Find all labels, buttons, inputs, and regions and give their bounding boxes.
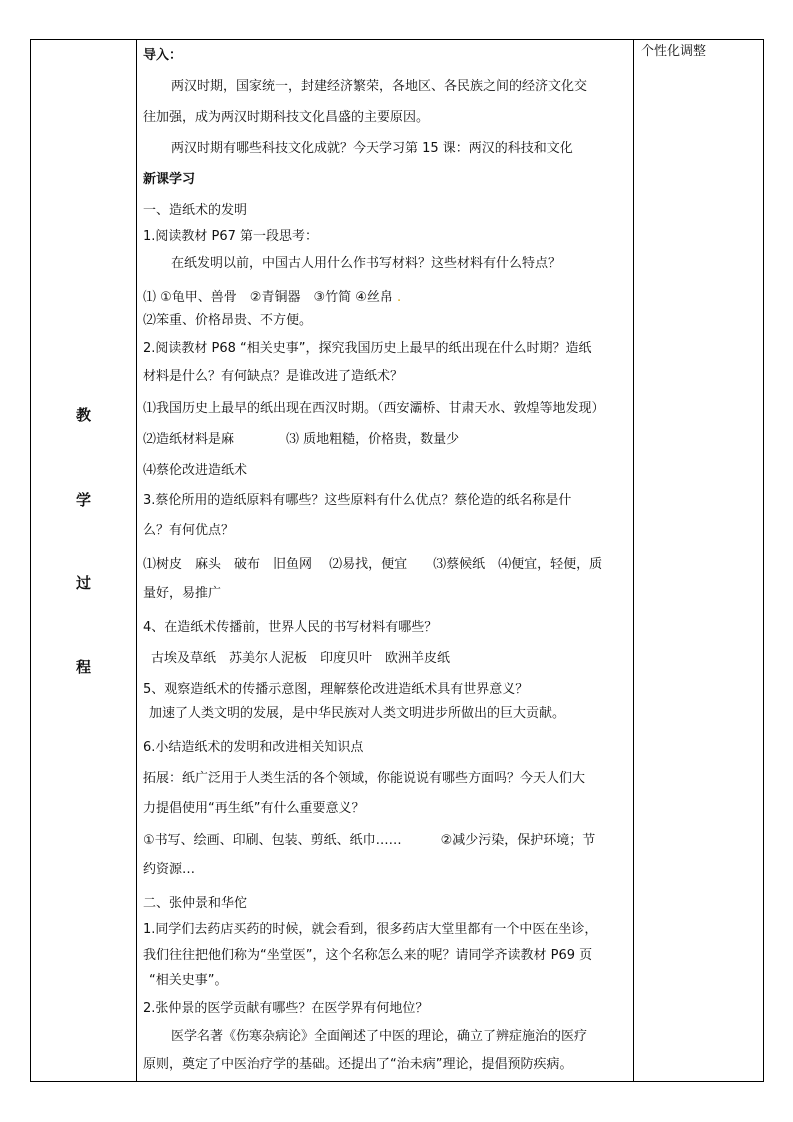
side-char-jiao: 教 xyxy=(75,406,91,424)
question-line: “相关史事”。 xyxy=(149,973,228,988)
answer-line: ⑷蔡伦改进造纸术 xyxy=(143,463,248,478)
question-line: 在纸发明以前，中国古人用什么作书写材料？这些材料有什么特点？ xyxy=(171,256,562,271)
answer-line: ⑵造纸材料是麻 ⑶ 质地粗糙，价格贵，数量少 xyxy=(143,432,460,447)
text-line: 两汉时期，国家统一，封建经济繁荣，各地区、各民族之间的经济文化交 xyxy=(171,79,588,94)
answer-line: 加速了人类文明的发展，是中华民族对人类文明进步所做出的巨大贡献。 xyxy=(149,706,566,721)
question-line: 6.小结造纸术的发明和改进相关知识点 xyxy=(143,740,364,755)
answer-line: 古埃及草纸 苏美尔人泥板 印度贝叶 欧洲羊皮纸 xyxy=(151,651,451,666)
answer-line: ①书写、绘画、印刷、包装、剪纸、纸巾…… ②减少污染，保护环境；节 xyxy=(143,833,596,848)
side-char-guo: 过 xyxy=(75,574,91,592)
lesson-table xyxy=(30,39,764,1082)
column-divider-left xyxy=(136,40,137,1081)
section-heading-new-lesson: 新课学习 xyxy=(143,172,196,187)
question-line: 力提倡使用“再生纸”有什么重要意义？ xyxy=(143,801,365,816)
answer-line: 约资源… xyxy=(143,862,196,877)
section-heading-intro: 导入： xyxy=(143,48,183,63)
side-char-xue: 学 xyxy=(75,491,91,509)
question-line: 么？有何优点？ xyxy=(143,523,235,538)
question-line: 我们往往把他们称为“坐堂医”，这个名称怎么来的呢？请同学齐读教材 P69 页 xyxy=(143,948,593,963)
answer-line: 原则，奠定了中医治疗学的基础。还提出了“治未病”理论，提倡预防疾病。 xyxy=(143,1057,573,1072)
text-line: 往加强，成为两汉时期科技文化昌盛的主要原因。 xyxy=(143,110,430,125)
subsection-heading: 一、造纸术的发明 xyxy=(143,203,248,218)
answer-line: 医学名著《伤寒杂病论》全面阐述了中医的理论，确立了辨症施治的医疗 xyxy=(171,1029,588,1044)
personalized-adjustment-label: 个性化调整 xyxy=(641,44,707,59)
question-line: 3.蔡伦所用的造纸原料有哪些？这些原料有什么优点？蔡伦造的纸名称是什 xyxy=(143,493,572,508)
side-char-cheng: 程 xyxy=(75,658,91,676)
answer-line: ⑵笨重、价格昂贵、不方便。 xyxy=(143,313,313,328)
question-line: 4、在造纸术传播前，世界人民的书写材料有哪些？ xyxy=(143,620,438,635)
question-line: 1.阅读教材 P67 第一段思考： xyxy=(143,229,319,244)
answer-line: ⑴我国历史上最早的纸出现在西汉时期。（西安灞桥、甘肃天水、敦煌等地发现） xyxy=(143,401,605,416)
subsection-heading: 二、张仲景和华佗 xyxy=(143,896,248,911)
column-divider-right xyxy=(633,40,634,1081)
answer-line: ⑴树皮 麻头 破布 旧鱼网 ⑵易找，便宜 ⑶蔡候纸 ⑷便宜，轻便，质 xyxy=(143,557,603,572)
question-line: 2.张仲景的医学贡献有哪些？在医学界有何地位？ xyxy=(143,1001,429,1016)
question-line: 2.阅读教材 P68 “相关史事”，探究我国历史上最早的纸出现在什么时期？造纸 xyxy=(143,341,592,356)
answer-line: ⑴ ①龟甲、兽骨 ②青铜器 ③竹简 ④丝帛 . xyxy=(143,290,402,305)
question-line: 材料是什么？有何缺点？是谁改进了造纸术？ xyxy=(143,369,404,384)
question-line: 5、观察造纸术的传播示意图，理解蔡伦改进造纸术具有世界意义？ xyxy=(143,682,529,697)
question-line: 拓展：纸广泛用于人类生活的各个领域，你能说说有哪些方面吗？今天人们大 xyxy=(143,771,586,786)
answer-line: 量好，易推广 xyxy=(143,586,222,601)
question-line: 1.同学们去药店买药的时候，就会看到，很多药店大堂里都有一个中医在坐诊， xyxy=(143,922,598,937)
text-line: 两汉时期有哪些科技文化成就？今天学习第 15 课：两汉的科技和文化 xyxy=(171,141,573,156)
